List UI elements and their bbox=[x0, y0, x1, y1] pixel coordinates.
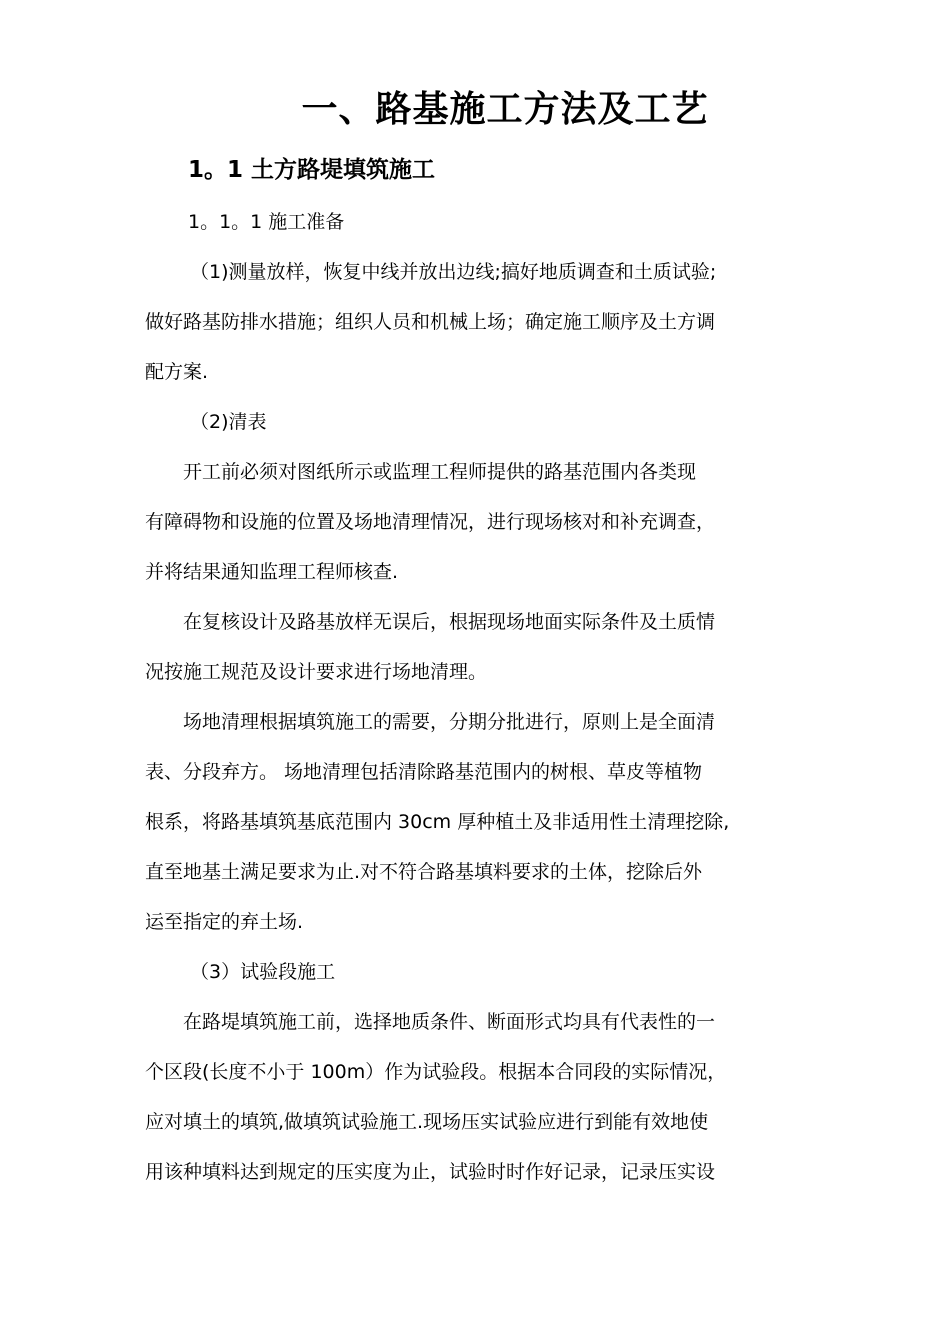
paragraph-line: 表、分段弃方。 场地清理包括清除路基范围内的树根、草皮等植物 bbox=[145, 761, 703, 783]
paragraph-line: 个区段(长度不小于 100m）作为试验段。根据本合同段的实际情况， bbox=[145, 1061, 727, 1083]
paragraph-line: 在复核设计及路基放样无误后，根据现场地面实际条件及土质情 bbox=[183, 611, 716, 633]
document-title: 一、路基施工方法及工艺 bbox=[301, 89, 709, 130]
paragraph-line: 运至指定的弃土场. bbox=[145, 911, 304, 933]
paragraph-trial-section bbox=[145, 997, 825, 1197]
paragraph-trial-heading bbox=[145, 947, 825, 997]
paragraph-clearing-heading bbox=[145, 397, 825, 447]
paragraph-line: 在路堤填筑施工前，选择地质条件、断面形式均具有代表性的一 bbox=[183, 1011, 716, 1033]
paragraph-line: 有障碍物和设施的位置及场地清理情况，进行现场核对和补充调查， bbox=[145, 511, 716, 533]
paragraph-line: 根系，将路基填筑基底范围内 30cm 厚种植土及非适用性土清理挖除, bbox=[145, 811, 730, 833]
section-heading: 1。1 土方路堤填筑施工 bbox=[188, 157, 436, 183]
paragraph-line: 并将结果通知监理工程师核查. bbox=[145, 561, 399, 583]
paragraph-line: 配方案. bbox=[145, 361, 209, 383]
paragraph-line: （2)清表 bbox=[190, 411, 267, 433]
paragraph-line: 场地清理根据填筑施工的需要，分期分批进行，原则上是全面清 bbox=[183, 711, 716, 733]
paragraph-line: 做好路基防排水措施；组织人员和机械上场；确定施工顺序及土方调 bbox=[145, 311, 716, 333]
subsection-heading: 1。1。1 施工准备 bbox=[188, 211, 345, 233]
paragraph-line: 况按施工规范及设计要求进行场地清理。 bbox=[145, 661, 488, 683]
paragraph-review bbox=[145, 597, 825, 697]
paragraph-line: 应对填土的填筑,做填筑试验施工.现场压实试验应进行到能有效地使 bbox=[145, 1111, 709, 1133]
paragraph-site-check bbox=[145, 447, 825, 597]
paragraph-line: （1)测量放样，恢复中线并放出边线;搞好地质调查和土质试验; bbox=[190, 261, 717, 283]
paragraph-survey bbox=[145, 247, 825, 397]
paragraph-line: 用该种填料达到规定的压实度为止，试验时时作好记录，记录压实设 bbox=[145, 1161, 716, 1183]
paragraph-site-clearing bbox=[145, 697, 825, 947]
paragraph-line: 开工前必须对图纸所示或监理工程师提供的路基范围内各类现 bbox=[183, 461, 697, 483]
paragraph-line: 直至地基土满足要求为止.对不符合路基填料要求的土体，挖除后外 bbox=[145, 861, 703, 883]
paragraph-line: （3）试验段施工 bbox=[190, 961, 336, 983]
